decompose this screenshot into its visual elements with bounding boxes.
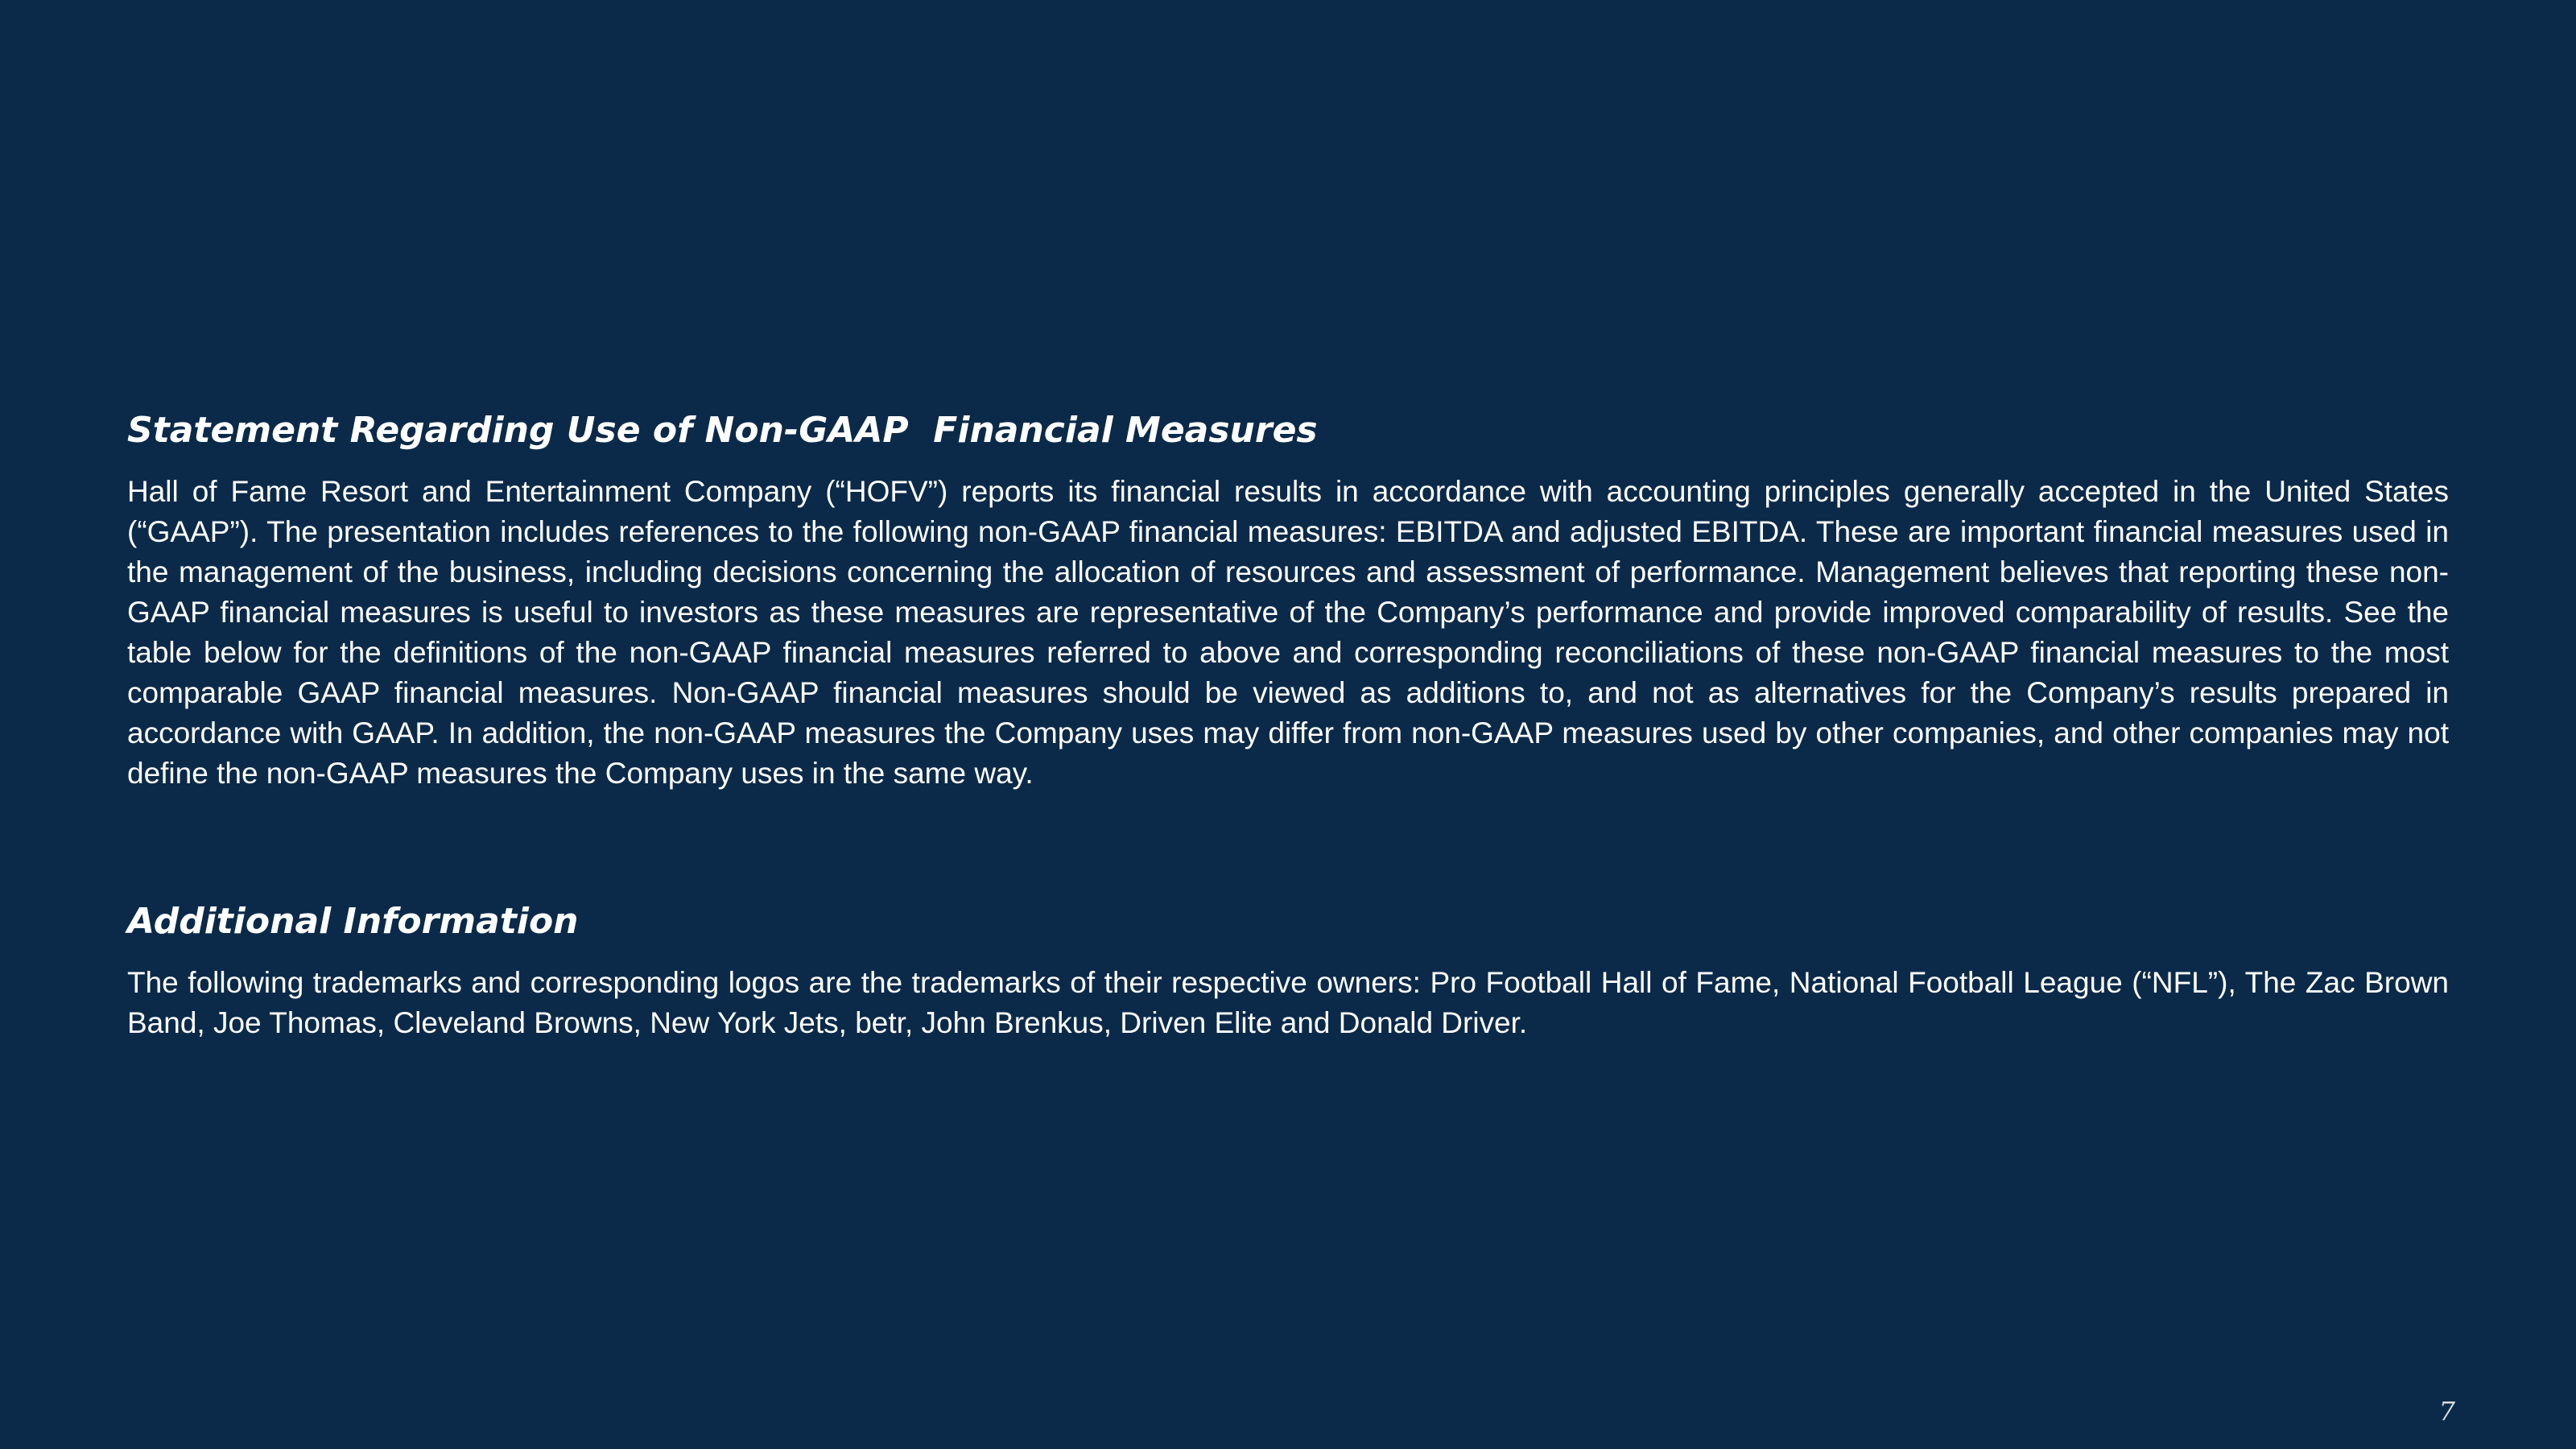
non-gaap-heading: Statement Regarding Use of Non-GAAP Financial Measures [127,410,1318,451]
page-number: 7 [2438,1396,2455,1426]
additional-information-section [127,894,2449,1043]
additional-information-body: The following trademarks and corresponding logos are the trademarks of their respective owners: Pro Football Hall of Fame, National Football League (“NFL”), The Zac Brown Band, Joe Thomas, Cleveland Browns, New York Jets, betr, John Brenkus, Driven Elite and Donald Driver. [127,966,2449,1039]
non-gaap-body: Hall of Fame Resort and Entertainment Company (“HOFV”) reports its financial results in accordance with accounting principles generally accepted in the United States (“GAAP”). The presentation includes references to the following non-GAAP financial measures: EBITDA and adjusted EBITDA. These are important financial measures used in the management of the business, including decisions concerning the allocation of resources and assessment of performance. Management believes that reporting these non-GAAP financial measures is useful to investors as these measures are representative of the Company’s performance and provide improved comparability of results. See the table below for the definitions of the non-GAAP financial measures referred to above and corresponding reconciliations of these non-GAAP financial measures to the most comparable GAAP financial measures. Non-GAAP financial measures should be viewed as additions to, and not as alternatives for the Company’s results prepared in accordance with GAAP. In addition, the non-GAAP measures the Company uses may differ from non-GAAP measures used by other companies, and other companies may not define the non-GAAP measures the Company uses in the same way. [127,475,2449,790]
additional-information-heading: Additional Information [127,901,579,942]
non-gaap-section [127,402,2449,794]
